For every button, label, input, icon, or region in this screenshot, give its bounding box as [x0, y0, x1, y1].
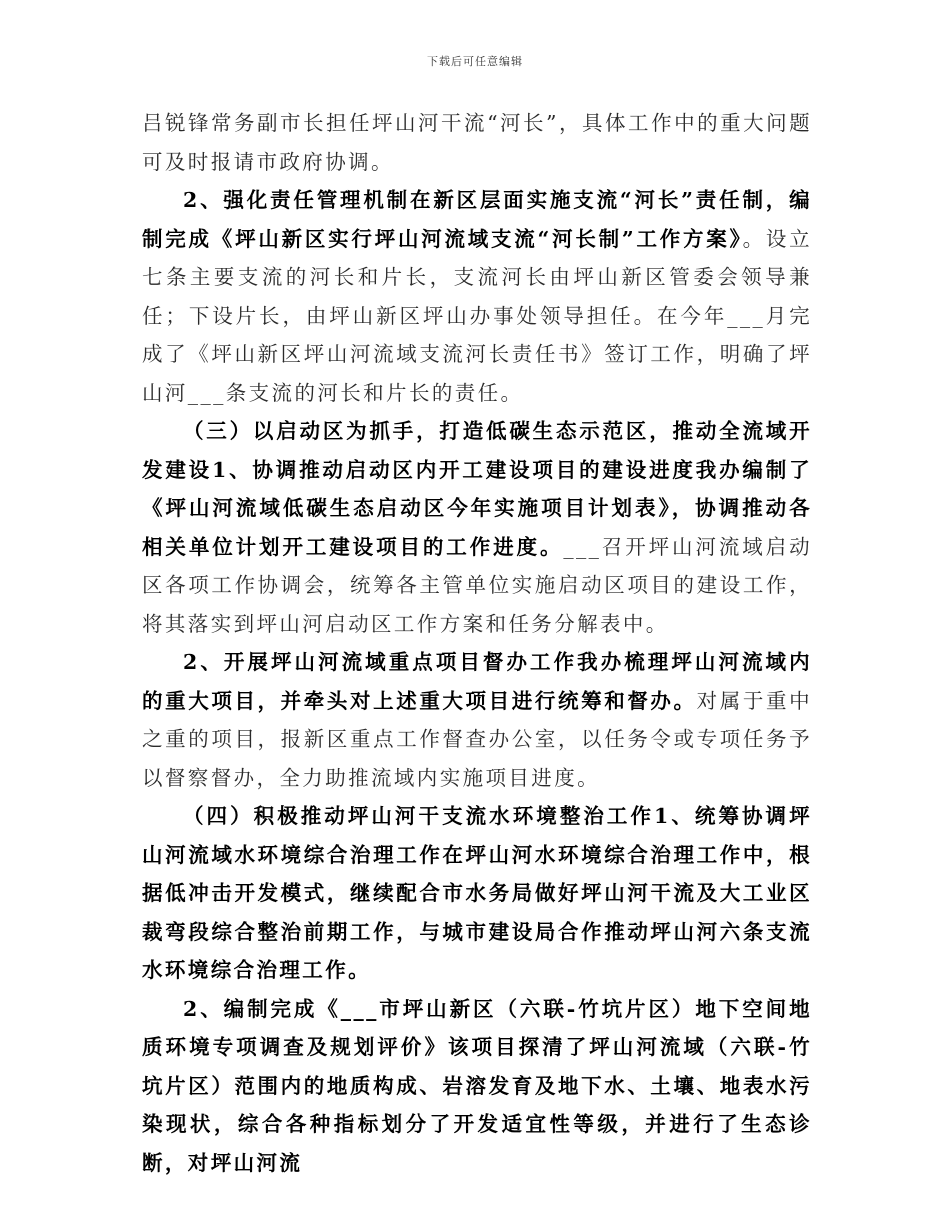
paragraph-4-text: 对属于重中之重的项目，报新区重点工作督查办公室，以任务令或专项任务予以督察督办，全力助推流域内实施项目进度。	[142, 688, 812, 790]
paragraph-1-text: 吕锐锋常务副市长担任坪山河干流“河长”，具体工作中的重大问题可及时报请市政府协调。	[142, 111, 812, 174]
paragraph-6	[142, 990, 812, 1183]
paragraph-2-bold: 2、强化责任管理机制在新区层面实施支流“河长”责任制，编制完成《坪山新区实行坪山河流域支流“河长制”工作方案》	[142, 188, 812, 251]
page-header: 下载后可任意编辑	[427, 55, 523, 68]
paragraph-3-bold: （三）以启动区为抓手，打造低碳生态示范区，推动全流域开发建设1、协调推动启动区内开工建设项目的建设进度我办编制了《坪山河流域低碳生态启动区今年实施项目计划表》，协调推动各相关单位计划开工建设项目的工作进度。	[142, 419, 812, 559]
paragraph-4-bold: 2、开展坪山河流域重点项目督办工作我办梳理坪山河流域内的重大项目，并牵头对上述重大项目进行统筹和督办。	[142, 650, 812, 713]
paragraph-4	[142, 643, 812, 797]
paragraph-6-bold: 2、编制完成《___市坪山新区（六联-竹坑片区）地下空间地质环境专项调查及规划评价》该项目探清了坪山河流域（六联-竹坑片区）范围内的地质构成、岩溶发育及地下水、土壤、地表水污染现状，综合各种指标划分了开发适宜性等级，并进行了生态诊断，对坪山河流	[142, 996, 812, 1175]
paragraph-3	[142, 412, 812, 643]
document-body	[142, 104, 812, 1182]
paragraph-2	[142, 181, 812, 412]
paragraph-3-text: ___召开坪山河流域启动区各项工作协调会，统筹各主管单位实施启动区项目的建设工作，将其落实到坪山河启动区工作方案和任务分解表中。	[142, 534, 812, 636]
paragraph-5-bold: （四）积极推动坪山河干支流水环境整治工作1、统筹协调坪山河流域水环境综合治理工作在坪山河水环境综合治理工作中，根据低冲击开发模式，继续配合市水务局做好坪山河干流及大工业区裁弯段综合整治前期工作，与城市建设局合作推动坪山河六条支流水环境综合治理工作。	[142, 804, 812, 982]
paragraph-1	[142, 104, 812, 181]
paragraph-5	[142, 797, 812, 990]
paragraph-2-text: 。设立七条主要支流的河长和片长，支流河长由坪山新区管委会领导兼任；下设片长，由坪山新区坪山办事处领导担任。在今年___月完成了《坪山新区坪山河流域支流河长责任书》签订工作，明确了坪山河___条支流的河长和片长的责任。	[142, 226, 812, 405]
